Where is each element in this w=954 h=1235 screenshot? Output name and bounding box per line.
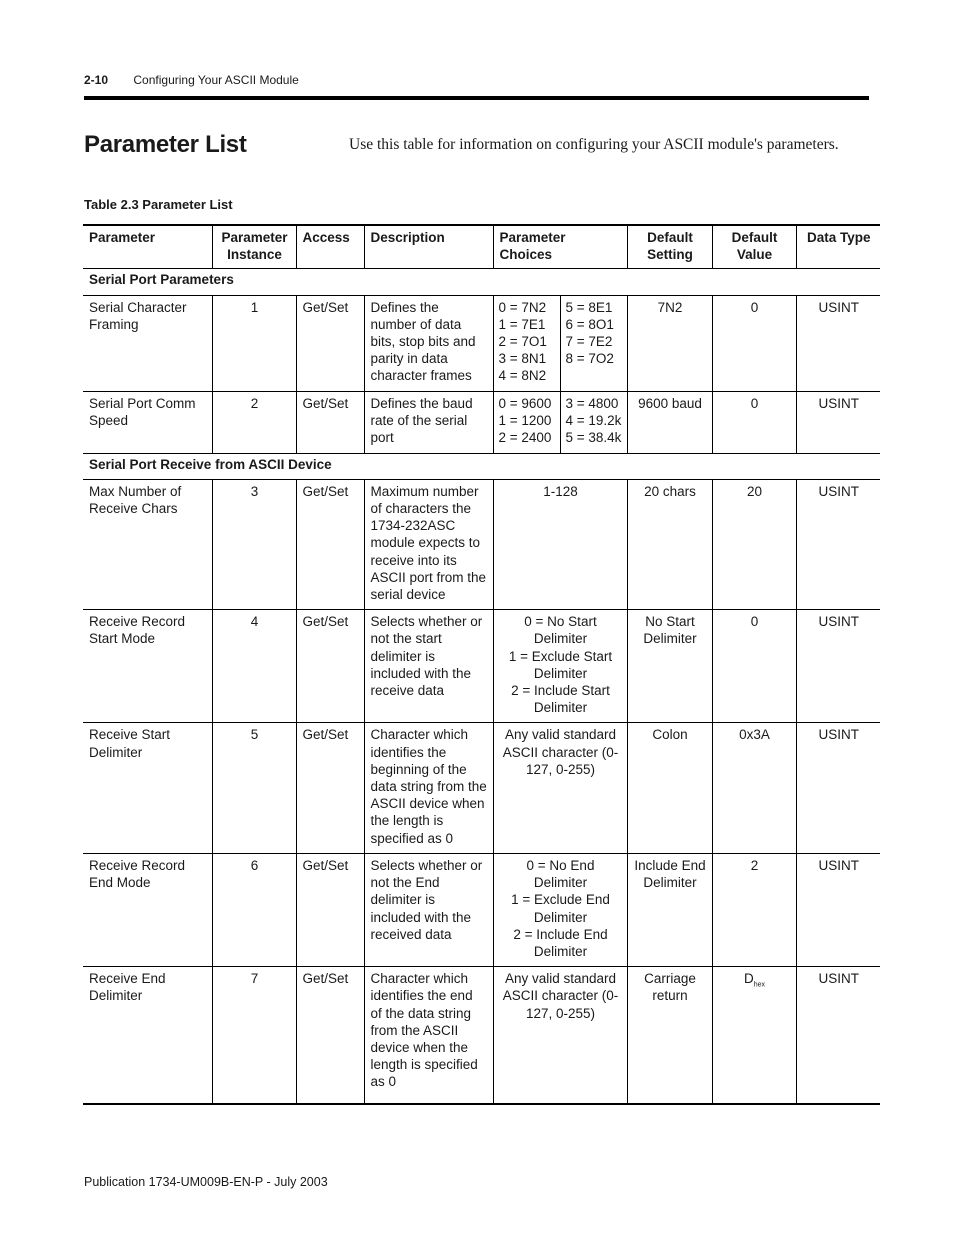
cell-default-value: [712, 391, 796, 453]
page-number: 2-10: [84, 73, 109, 87]
table-row: [83, 295, 880, 391]
cell-instance: 7: [212, 967, 296, 1104]
cell-default-setting: No Start Delimiter: [627, 610, 712, 723]
col-header-parameter: Parameter: [83, 225, 212, 269]
cell-default-setting: Colon: [627, 723, 712, 853]
cell-access: Get/Set: [296, 479, 364, 609]
col-header-description: Description: [364, 225, 493, 269]
cell-parameter: Receive End Delimiter: [83, 967, 212, 1104]
default-value-text: 0: [750, 395, 759, 411]
table-body: [83, 269, 880, 1104]
cell-instance: 3: [212, 479, 296, 609]
cell-choices: Any valid standard ASCII character (0-127, 0-255): [493, 723, 627, 853]
section-row: [83, 269, 880, 295]
cell-instance: 6: [212, 853, 296, 966]
cell-description: Character which identifies the end of the data string from the ASCII device when the length is specified as 0: [364, 967, 493, 1104]
cell-default-value: [712, 610, 796, 723]
cell-data-type: USINT: [796, 610, 880, 723]
cell-default-value: [712, 479, 796, 609]
cell-instance: 1: [212, 295, 296, 391]
cell-description: Selects whether or not the start delimiter is included with the receive data: [364, 610, 493, 723]
cell-description: Defines the number of data bits, stop bits and parity in data character frames: [364, 295, 493, 391]
cell-data-type: USINT: [796, 723, 880, 853]
cell-instance: 4: [212, 610, 296, 723]
default-value-text: 0x3A: [739, 727, 770, 743]
section-title: Serial Port Parameters: [83, 269, 880, 295]
cell-data-type: USINT: [796, 479, 880, 609]
cell-choices: [493, 391, 627, 453]
section-title: Parameter List: [84, 131, 247, 158]
table-row: [83, 853, 880, 966]
cell-parameter: Receive Start Delimiter: [83, 723, 212, 853]
cell-parameter: Serial Port Comm Speed: [83, 391, 212, 453]
intro-paragraph: Use this table for information on configuring your ASCII module's parameters.: [349, 136, 839, 153]
cell-choices: 0 = No Start Delimiter 1 = Exclude Start Delimiter 2 = Include Start Delimiter: [493, 610, 627, 723]
cell-data-type: USINT: [796, 853, 880, 966]
default-value-text: 2: [750, 857, 759, 873]
cell-choices: 1-128: [493, 479, 627, 609]
parameter-table: [83, 224, 880, 1105]
cell-default-setting: Carriage return: [627, 967, 712, 1104]
cell-instance: 2: [212, 391, 296, 453]
cell-default-setting: 20 chars: [627, 479, 712, 609]
cell-choices: [493, 295, 627, 391]
cell-access: Get/Set: [296, 391, 364, 453]
cell-parameter: Max Number of Receive Chars: [83, 479, 212, 609]
cell-description: Selects whether or not the End delimiter is included with the received data: [364, 853, 493, 966]
cell-default-value: [712, 853, 796, 966]
cell-data-type: USINT: [796, 295, 880, 391]
cell-access: Get/Set: [296, 610, 364, 723]
cell-default-setting: 7N2: [627, 295, 712, 391]
cell-description: Character which identifies the beginning of the data string from the ASCII device when the length is specified as 0: [364, 723, 493, 853]
default-value-text: D: [743, 971, 754, 987]
col-header-instance: Parameter Instance: [212, 225, 296, 269]
running-header: [84, 73, 299, 87]
cell-access: Get/Set: [296, 853, 364, 966]
default-value-text: 20: [746, 483, 763, 499]
publication-footer: Publication 1734-UM009B-EN-P - July 2003: [84, 1175, 328, 1189]
cell-default-value: [712, 295, 796, 391]
cell-access: Get/Set: [296, 967, 364, 1104]
cell-parameter: Receive Record Start Mode: [83, 610, 212, 723]
table-row: [83, 610, 880, 723]
table-row: [83, 391, 880, 453]
default-value-subscript: hex: [753, 981, 766, 989]
section-title: Serial Port Receive from ASCII Device: [83, 453, 880, 479]
default-value-text: 0: [750, 614, 759, 630]
cell-parameter: Receive Record End Mode: [83, 853, 212, 966]
cell-access: Get/Set: [296, 295, 364, 391]
cell-default-setting: 9600 baud: [627, 391, 712, 453]
header-rule: [84, 96, 869, 100]
choices-left: 0 = 9600 1 = 1200 2 = 2400: [494, 392, 561, 453]
cell-choices: 0 = No End Delimiter 1 = Exclude End Delimiter 2 = Include End Delimiter: [493, 853, 627, 966]
table-row: [83, 479, 880, 609]
cell-choices: Any valid standard ASCII character (0-127, 0-255): [493, 967, 627, 1104]
chapter-title: Configuring Your ASCII Module: [133, 73, 299, 87]
cell-instance: 5: [212, 723, 296, 853]
table-header-row: [83, 225, 880, 269]
cell-description: Maximum number of characters the 1734-232ASC module expects to receive into its ASCII port from the serial device: [364, 479, 493, 609]
cell-access: Get/Set: [296, 723, 364, 853]
cell-default-value: [712, 723, 796, 853]
choices-right: 5 = 8E1 6 = 8O1 7 = 7E2 8 = 7O2: [565, 299, 614, 367]
col-header-default-setting: Default Setting: [627, 225, 712, 269]
col-header-choices: Parameter Choices: [493, 225, 627, 269]
section-row: [83, 453, 880, 479]
choices-right: 3 = 4800 4 = 19.2k 5 = 38.4k: [565, 395, 622, 446]
table-row: [83, 967, 880, 1104]
cell-data-type: USINT: [796, 391, 880, 453]
cell-data-type: USINT: [796, 967, 880, 1104]
cell-description: Defines the baud rate of the serial port: [364, 391, 493, 453]
cell-default-setting: Include End Delimiter: [627, 853, 712, 966]
cell-default-value: [712, 967, 796, 1104]
cell-parameter: Serial Character Framing: [83, 295, 212, 391]
default-value-text: 0: [750, 299, 759, 315]
col-header-access: Access: [296, 225, 364, 269]
col-header-default-value: Default Value: [712, 225, 796, 269]
table-row: [83, 723, 880, 853]
col-header-data-type: Data Type: [796, 225, 880, 269]
choices-left: 0 = 7N2 1 = 7E1 2 = 7O1 3 = 8N1 4 = 8N2: [494, 296, 561, 391]
table-caption: Table 2.3 Parameter List: [84, 197, 233, 212]
